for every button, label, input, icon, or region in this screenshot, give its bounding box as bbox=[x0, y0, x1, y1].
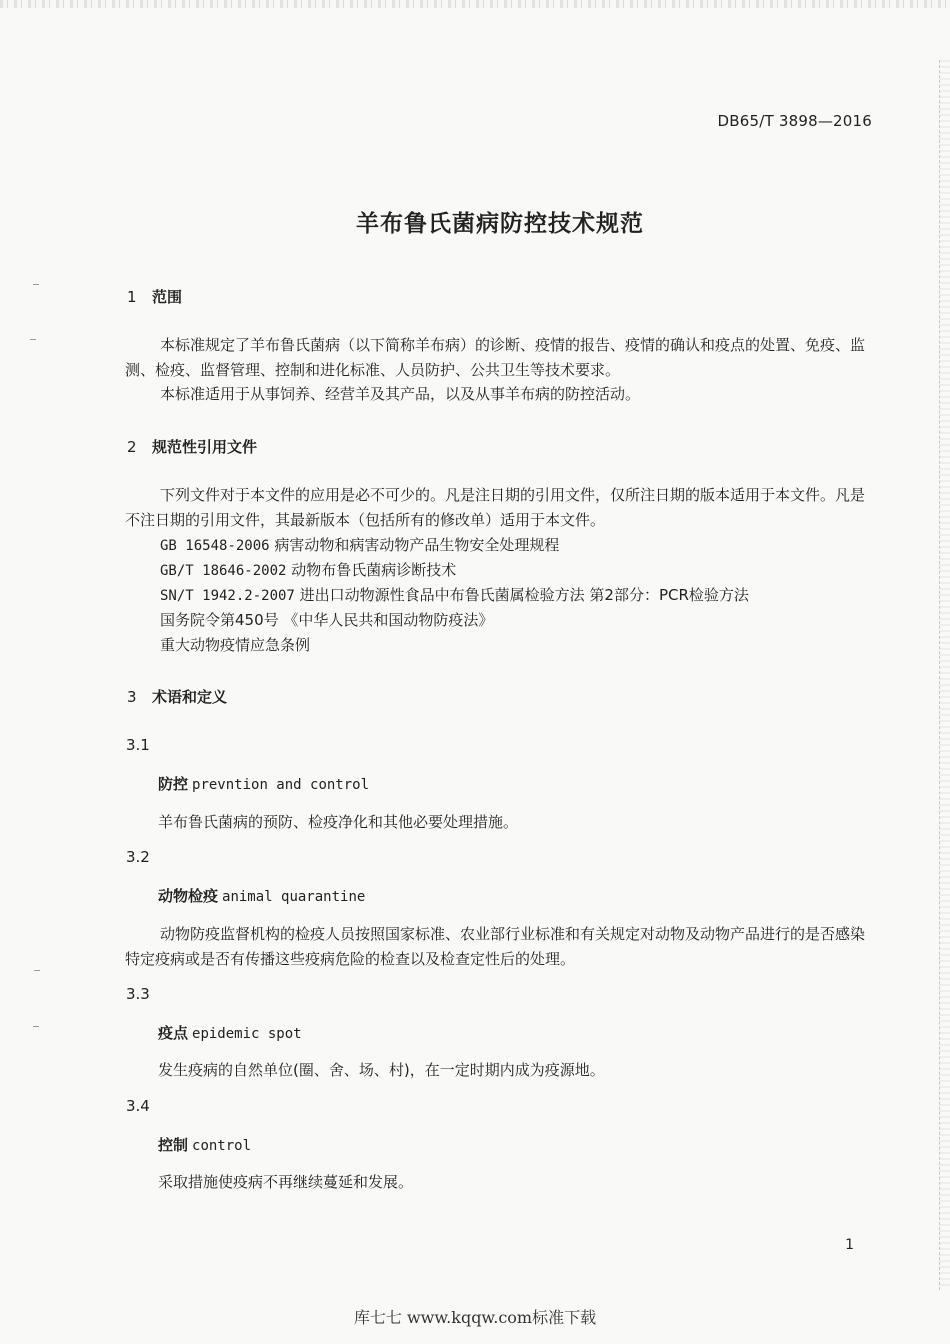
term-definition: 羊布鲁氏菌病的预防、检疫净化和其他必要处理措施。 bbox=[158, 813, 519, 831]
reference-item bbox=[160, 584, 749, 605]
reference-name: 《中华人民共和国动物防疫法》 bbox=[283, 611, 494, 629]
term-definition: 发生疫病的自然单位(圈、舍、场、村)，在一定时期内成为疫源地。 bbox=[158, 1061, 605, 1079]
section-number: 3 bbox=[127, 688, 137, 706]
reference-code: SN/T 1942.2-2007 bbox=[160, 588, 295, 604]
term-number: 3.3 bbox=[126, 985, 150, 1003]
scan-speck bbox=[34, 970, 40, 971]
scan-edge-right bbox=[939, 60, 950, 1290]
term-heading bbox=[158, 773, 369, 794]
term-number: 3.1 bbox=[126, 736, 150, 754]
term-definition: 采取措施使疫病不再继续蔓延和发展。 bbox=[158, 1173, 414, 1191]
section-title: 范围 bbox=[152, 288, 183, 306]
reference-name: 重大动物疫情应急条例 bbox=[160, 636, 311, 654]
section-title: 术语和定义 bbox=[152, 688, 228, 706]
term-en: control bbox=[192, 1138, 252, 1154]
reference-name: 进出口动物源性食品中布鲁氏菌属检验方法 第2部分：PCR检验方法 bbox=[299, 586, 749, 604]
term-number: 3.4 bbox=[126, 1097, 150, 1115]
standard-code: DB65/T 3898—2016 bbox=[717, 112, 872, 130]
term-heading bbox=[158, 1022, 302, 1043]
references-intro bbox=[125, 483, 875, 533]
section-3-heading bbox=[127, 686, 227, 707]
term-zh: 防控 bbox=[158, 775, 189, 793]
reference-item bbox=[160, 634, 310, 655]
scan-edge-top bbox=[0, 0, 950, 8]
term-number: 3.2 bbox=[126, 848, 150, 866]
term-en: epidemic spot bbox=[192, 1026, 302, 1042]
reference-item bbox=[160, 534, 559, 555]
section-2-heading bbox=[127, 436, 257, 457]
term-zh: 疫点 bbox=[158, 1024, 189, 1042]
section-number: 2 bbox=[127, 438, 137, 456]
scan-speck bbox=[30, 339, 36, 340]
reference-name: 动物布鲁氏菌病诊断技术 bbox=[291, 561, 457, 579]
term-en: animal quarantine bbox=[222, 889, 366, 905]
term-heading bbox=[158, 885, 365, 906]
paragraph-text: 本标准规定了羊布鲁氏菌病（以下简称羊布病）的诊断、疫情的报告、疫情的确认和疫点的处置、免疫、监测、检疫、监督管理、控制和进化标准、人员防护、公共卫生等技术要求。 bbox=[125, 336, 866, 379]
term-definition bbox=[125, 922, 875, 972]
scan-speck bbox=[33, 284, 39, 285]
reference-code: GB/T 18646-2002 bbox=[160, 563, 287, 579]
scope-paragraph-2: 本标准适用于从事饲养、经营羊及其产品，以及从事羊布病的防控活动。 bbox=[160, 385, 641, 403]
paragraph-text: 动物防疫监督机构的检疫人员按照国家标准、农业部行业标准和有关规定对动物及动物产品进行的是否感染特定疫病或是否有传播这些疫病危险的检查以及检查定性后的处理。 bbox=[125, 925, 866, 968]
reference-code: GB 16548-2006 bbox=[160, 538, 270, 554]
reference-item bbox=[160, 609, 493, 630]
page-number: 1 bbox=[845, 1237, 854, 1253]
section-title: 规范性引用文件 bbox=[152, 438, 258, 456]
reference-name: 病害动物和病害动物产品生物安全处理规程 bbox=[274, 536, 560, 554]
term-zh: 动物检疫 bbox=[158, 887, 219, 905]
reference-code: 国务院令第450号 bbox=[160, 611, 279, 629]
paragraph-text: 下列文件对于本文件的应用是必不可少的。凡是注日期的引用文件，仅所注日期的版本适用于本文件。凡是不注日期的引用文件，其最新版本（包括所有的修改单）适用于本文件。 bbox=[125, 486, 866, 529]
document-title: 羊布鲁氏菌病防控技术规范 bbox=[356, 211, 644, 237]
term-heading bbox=[158, 1134, 251, 1155]
reference-item bbox=[160, 559, 456, 580]
scope-paragraph-1 bbox=[125, 333, 875, 383]
footer-watermark: 库七七 www.kqqw.com标准下载 bbox=[353, 1308, 597, 1327]
section-1-heading bbox=[127, 286, 182, 307]
section-number: 1 bbox=[127, 288, 137, 306]
scan-speck bbox=[33, 1026, 39, 1027]
term-zh: 控制 bbox=[158, 1136, 189, 1154]
term-en: prevntion and control bbox=[192, 777, 370, 793]
